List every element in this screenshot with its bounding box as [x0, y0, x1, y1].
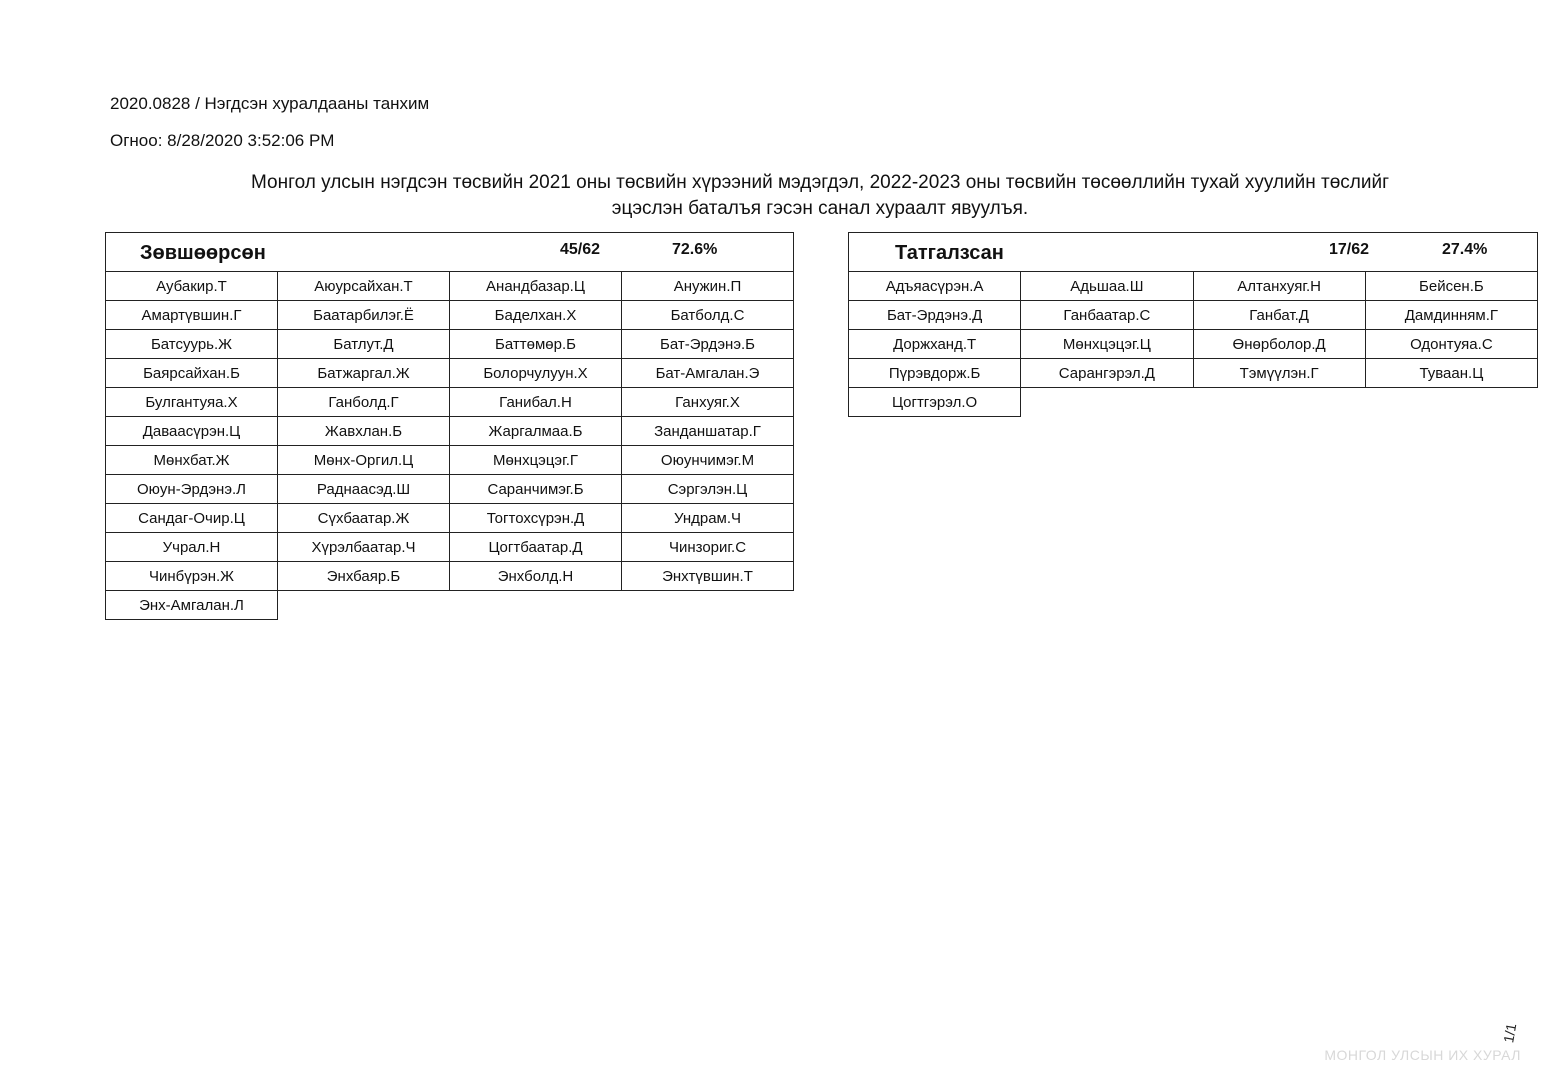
session-heading: 2020.0828 / Нэгдсэн хуралдааны танхим — [110, 94, 430, 113]
approve-name-row — [106, 301, 794, 330]
approve-member-name: Амартүвшин.Г — [106, 301, 278, 330]
approve-header — [106, 233, 794, 272]
reject-count: 17/62 — [1329, 241, 1370, 258]
approve-percent: 72.6% — [672, 241, 718, 258]
approve-member-name: Энх-Амгалан.Л — [106, 591, 278, 620]
reject-member-name: Тэмүүлэн.Г — [1193, 359, 1365, 388]
reject-header — [849, 233, 1538, 272]
approve-member-name: Аубакир.Т — [106, 272, 278, 301]
reject-name-row — [849, 272, 1538, 301]
approve-member-name: Ганболд.Г — [278, 388, 450, 417]
approve-member-name: Ганибал.Н — [450, 388, 622, 417]
approve-name-row — [106, 475, 794, 504]
approve-member-name: Жавхлан.Б — [278, 417, 450, 446]
approve-member-name: Сэргэлэн.Ц — [622, 475, 794, 504]
empty-cell — [1021, 388, 1193, 417]
page-number-mark: 1/1 — [1500, 1022, 1520, 1044]
approve-member-name: Тогтохсүрэн.Д — [450, 504, 622, 533]
approve-member-name: Батжаргал.Ж — [278, 359, 450, 388]
reject-member-name: Алтанхуяг.Н — [1193, 272, 1365, 301]
vote-date: Огноо: 8/28/2020 3:52:06 PM — [110, 131, 335, 150]
approve-member-name: Баатарбилэг.Ё — [278, 301, 450, 330]
reject-percent: 27.4% — [1442, 241, 1488, 258]
reject-name-row — [849, 301, 1538, 330]
approve-name-row — [106, 388, 794, 417]
approve-member-name: Ганхуяг.Х — [622, 388, 794, 417]
reject-member-name: Адъяасүрэн.А — [849, 272, 1021, 301]
approve-name-row — [106, 330, 794, 359]
reject-name-row — [849, 359, 1538, 388]
approve-name-row — [106, 504, 794, 533]
approve-name-row — [106, 533, 794, 562]
approve-member-name: Мөнх-Оргил.Ц — [278, 446, 450, 475]
approve-member-name: Энхтүвшин.Т — [622, 562, 794, 591]
approve-member-name: Оюунчимэг.М — [622, 446, 794, 475]
reject-member-name: Доржханд.Т — [849, 330, 1021, 359]
approve-member-name: Мөнхцэцэг.Г — [450, 446, 622, 475]
reject-header-row — [849, 233, 1538, 272]
reject-member-name: Одонтуяа.С — [1365, 330, 1537, 359]
approve-member-name: Бат-Эрдэнэ.Б — [622, 330, 794, 359]
approve-name-row — [106, 591, 794, 620]
approve-member-name: Энхболд.Н — [450, 562, 622, 591]
reject-label: Татгалзсан — [895, 242, 1004, 264]
approve-name-row — [106, 446, 794, 475]
empty-cell — [1193, 388, 1365, 417]
empty-cell — [1365, 388, 1537, 417]
reject-member-name: Ганбаатар.С — [1021, 301, 1193, 330]
approve-name-row — [106, 272, 794, 301]
approve-member-name: Даваасүрэн.Ц — [106, 417, 278, 446]
reject-member-name: Мөнхцэцэг.Ц — [1021, 330, 1193, 359]
reject-member-name: Адьшаа.Ш — [1021, 272, 1193, 301]
approve-count: 45/62 — [560, 241, 601, 258]
approve-member-name: Ундрам.Ч — [622, 504, 794, 533]
empty-cell — [622, 591, 794, 620]
reject-table — [848, 232, 1538, 417]
vote-motion-title-line-2: эцэслэн баталъя гэсэн санал хураалт явуулъя. — [611, 198, 1029, 219]
approve-member-name: Баделхан.Х — [450, 301, 622, 330]
reject-member-name: Цогтгэрэл.О — [849, 388, 1021, 417]
approve-member-name: Раднаасэд.Ш — [278, 475, 450, 504]
approve-member-name: Бат-Амгалан.Э — [622, 359, 794, 388]
reject-member-name: Туваан.Ц — [1365, 359, 1537, 388]
reject-member-name: Бат-Эрдэнэ.Д — [849, 301, 1021, 330]
approve-member-name: Мөнхбат.Ж — [106, 446, 278, 475]
approve-member-name: Батлут.Д — [278, 330, 450, 359]
reject-member-name: Ганбат.Д — [1193, 301, 1365, 330]
vote-motion-title — [140, 170, 1500, 222]
approve-member-name: Аюурсайхан.Т — [278, 272, 450, 301]
approve-member-name: Чинбүрэн.Ж — [106, 562, 278, 591]
reject-name-row — [849, 330, 1538, 359]
approve-member-name: Баттөмөр.Б — [450, 330, 622, 359]
empty-cell — [450, 591, 622, 620]
approve-member-name: Булгантуяа.Х — [106, 388, 278, 417]
reject-member-name: Пүрэвдорж.Б — [849, 359, 1021, 388]
approve-member-name: Оюун-Эрдэнэ.Л — [106, 475, 278, 504]
approve-member-name: Чинзориг.С — [622, 533, 794, 562]
approve-member-name: Энхбаяр.Б — [278, 562, 450, 591]
approve-member-name: Хүрэлбаатар.Ч — [278, 533, 450, 562]
vote-motion-title-line-1: Монгол улсын нэгдсэн төсвийн 2021 оны төсвийн хүрээний мэдэгдэл, 2022-2023 оны төсвийн төсөөллийн тухай хуулийн төслийг — [250, 172, 1389, 193]
reject-member-name: Сарангэрэл.Д — [1021, 359, 1193, 388]
reject-name-row — [849, 388, 1538, 417]
approve-member-name: Батболд.С — [622, 301, 794, 330]
approve-member-name: Сандаг-Очир.Ц — [106, 504, 278, 533]
approve-name-row — [106, 562, 794, 591]
approve-name-row — [106, 359, 794, 388]
approve-member-name: Цогтбаатар.Д — [450, 533, 622, 562]
approve-member-name: Болорчулуун.Х — [450, 359, 622, 388]
approve-member-name: Учрал.Н — [106, 533, 278, 562]
approve-member-name: Занданшатар.Г — [622, 417, 794, 446]
approve-header-row — [106, 233, 794, 272]
approve-member-name: Анандбазар.Ц — [450, 272, 622, 301]
approve-name-row — [106, 417, 794, 446]
reject-member-name: Дамдинням.Г — [1365, 301, 1537, 330]
watermark-text: МОНГОЛ УЛСЫН ИХ ХУРАЛ — [1324, 1047, 1521, 1063]
empty-cell — [278, 591, 450, 620]
approve-member-name: Баярсайхан.Б — [106, 359, 278, 388]
approve-member-name: Батсуурь.Ж — [106, 330, 278, 359]
approve-member-name: Саранчимэг.Б — [450, 475, 622, 504]
approve-label: Зөвшөөрсөн — [140, 242, 266, 264]
approve-table — [105, 232, 794, 620]
reject-member-name: Бейсен.Б — [1365, 272, 1537, 301]
approve-member-name: Анужин.П — [622, 272, 794, 301]
approve-member-name: Жаргалмаа.Б — [450, 417, 622, 446]
reject-member-name: Өнөрболор.Д — [1193, 330, 1365, 359]
approve-member-name: Сүхбаатар.Ж — [278, 504, 450, 533]
